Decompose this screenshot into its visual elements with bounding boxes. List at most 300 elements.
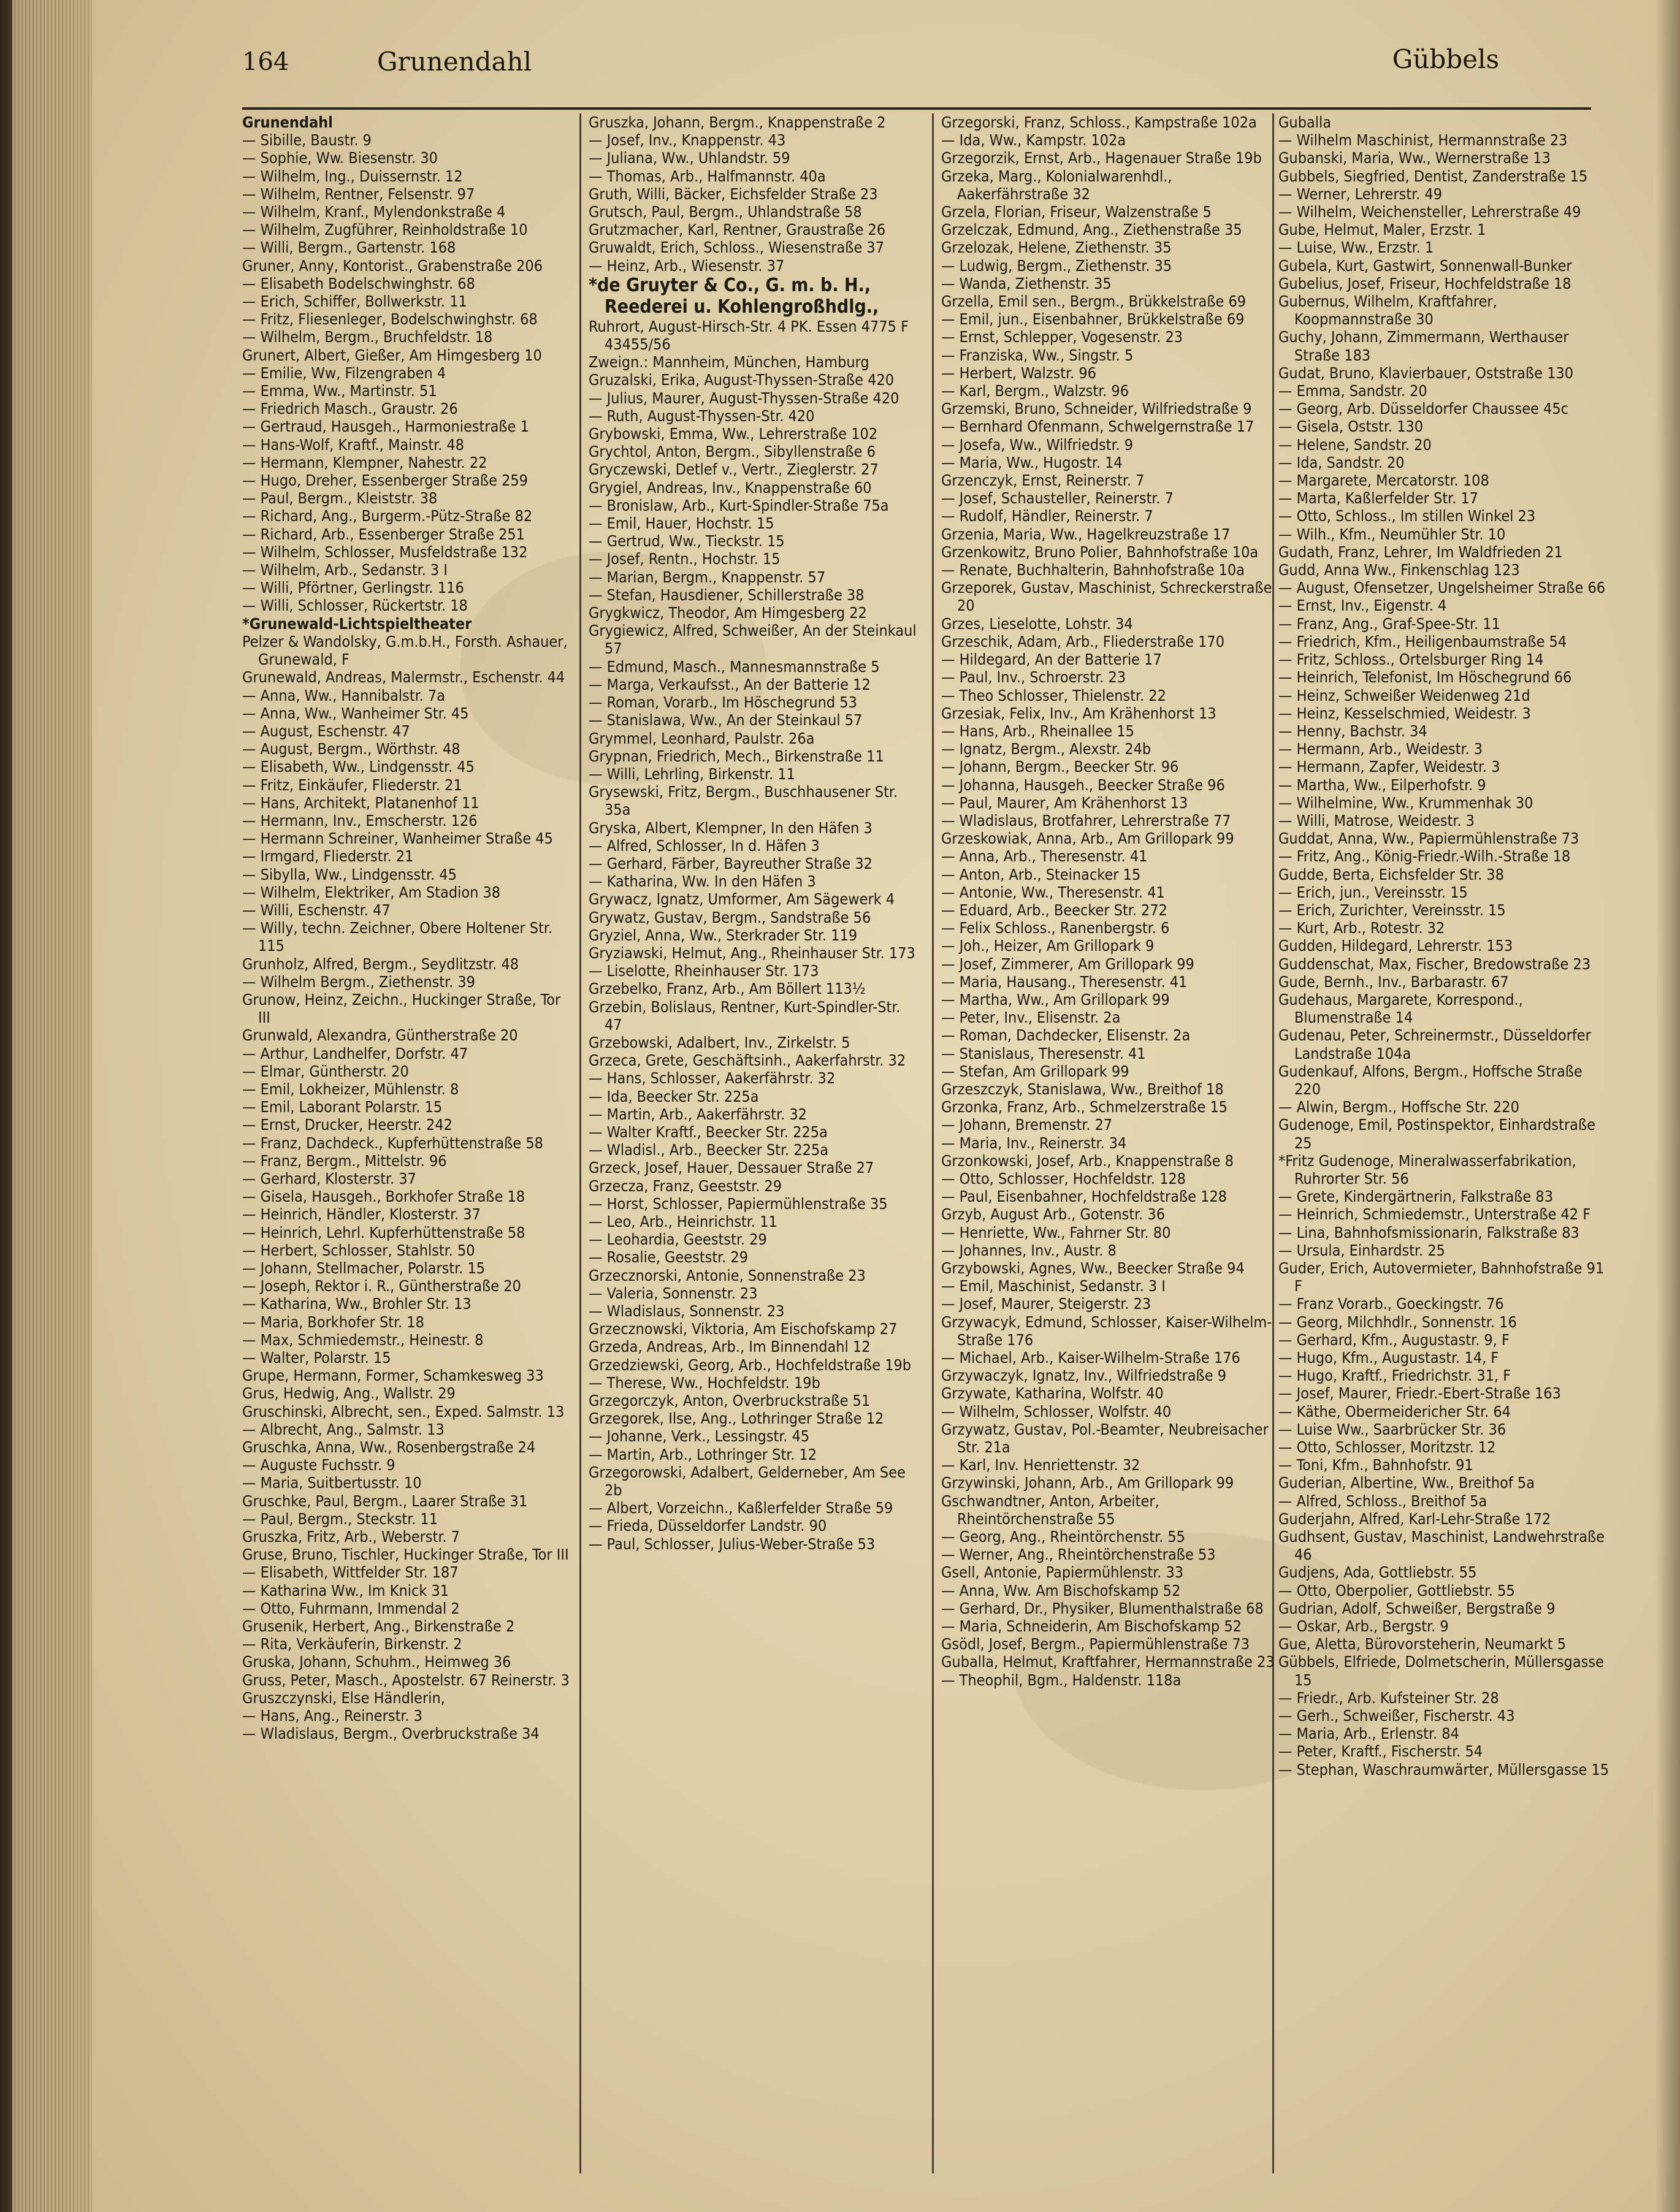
directory-entry: — Gerhard, Dr., Physiker, Blumenthalstraße 68: [941, 1599, 1264, 1617]
directory-entry: — Willi, Eschenstr. 47: [242, 901, 391, 919]
directory-entry: — Sibylla, Ww., Lindgensstr. 45: [242, 865, 457, 883]
directory-entry: Gudhsent, Gustav, Maschinist, Landwehrstraße 46: [1278, 1528, 1605, 1564]
directory-entry: — Max, Schmiedemstr., Heinestr. 8: [242, 1330, 484, 1349]
directory-entry: Grzegorczyk, Anton, Overbruckstraße 51: [589, 1392, 871, 1410]
directory-entry: — Wladislaus, Bergm., Overbruckstraße 34: [242, 1725, 540, 1743]
directory-entry: Pelzer & Wandolsky, G.m.b.H., Forsth. Ashauer, Grunewald, F: [242, 632, 568, 669]
directory-entry: — Fritz, Schloss., Ortelsburger Ring 14: [1278, 650, 1544, 669]
directory-entry: Gudenoge, Emil, Postinspektor, Einhardstraße 25: [1278, 1116, 1595, 1152]
directory-entry: Grysewski, Fritz, Bergm., Buschhausener Str. 35a: [589, 783, 898, 819]
directory-entry: — Wilhelm, Schlosser, Wolfstr. 40: [941, 1402, 1172, 1421]
directory-entry: — Ida, Sandstr. 20: [1278, 453, 1405, 471]
directory-entry: — Elisabeth, Wittfelder Str. 187: [242, 1563, 459, 1582]
directory-entry: Grzywacyk, Edmund, Schlosser, Kaiser-Wilhelm-Straße 176: [941, 1313, 1272, 1349]
directory-entry: — Hermann, Zapfer, Weidestr. 3: [1278, 758, 1500, 776]
directory-entry: — Erich, Zurichter, Vereinsstr. 15: [1278, 901, 1506, 919]
directory-entry: Grzywate, Katharina, Wolfstr. 40: [941, 1384, 1164, 1403]
directory-entry: — Albert, Vorzeichn., Kaßlerfelder Straße 59: [589, 1499, 893, 1517]
directory-entry: Gsell, Antonie, Papiermühlenstr. 33: [941, 1563, 1184, 1582]
directory-entry: Grzegorski, Franz, Schloss., Kampstraße 102a: [941, 113, 1257, 131]
directory-entry: — Katharina, Ww., Brohler Str. 13: [242, 1295, 472, 1313]
directory-entry: Grywatz, Gustav, Bergm., Sandstraße 56: [589, 908, 871, 926]
directory-entry: — Wilhelm Maschinist, Hermannstraße 23: [1278, 131, 1568, 150]
directory-entry: — Herbert, Schlosser, Stahlstr. 50: [242, 1241, 475, 1259]
directory-entry: — Erich, Schiffer, Bollwerkstr. 11: [242, 292, 467, 311]
directory-entry: — Bronislaw, Arb., Kurt-Spindler-Straße 75a: [589, 496, 889, 514]
directory-entry: Grzella, Emil sen., Bergm., Brükkelstraße 69: [941, 292, 1247, 311]
directory-entry: — Richard, Ang., Burgerm.-Pütz-Straße 82: [242, 507, 533, 525]
directory-entry: Guddat, Anna, Ww., Papiermühlenstraße 73: [1278, 830, 1579, 848]
directory-entry: — Franziska, Ww., Singstr. 5: [941, 346, 1134, 364]
directory-entry: — Maria, Hausang., Theresenstr. 41: [941, 972, 1188, 991]
directory-entry: — Heinz, Arb., Wiesenstr. 37: [589, 256, 785, 275]
directory-entry: — Margarete, Mercatorstr. 108: [1278, 471, 1489, 490]
directory-entry: Grychtol, Anton, Bergm., Sibyllenstraße 6: [589, 443, 876, 461]
directory-entry: — Hans, Ang., Reinerstr. 3: [242, 1707, 422, 1725]
directory-entry: — Marian, Bergm., Knappenstr. 57: [589, 568, 826, 586]
directory-entry: — Josef, Inv., Knappenstr. 43: [589, 131, 786, 150]
directory-entry: — August, Bergm., Wörthstr. 48: [242, 740, 460, 758]
directory-entry: Grzeka, Marg., Kolonialwarenhdl., Aakerfährstraße 32: [941, 167, 1172, 203]
directory-entry: — Emil, jun., Eisenbahner, Brükkelstraße 69: [941, 310, 1245, 329]
directory-entry: Gübbels, Elfriede, Dolmetscherin, Müllersgasse 15: [1278, 1653, 1604, 1689]
directory-entry: Grzenczyk, Ernst, Reinerstr. 7: [941, 471, 1145, 490]
directory-entry: — Ernst, Schlepper, Vogesenstr. 23: [941, 328, 1183, 346]
directory-entry: — Wladisl., Arb., Beecker Str. 225a: [589, 1141, 829, 1159]
directory-entry: — Maria, Suitbertusstr. 10: [242, 1474, 422, 1492]
directory-entry: Grygiel, Andreas, Inv., Knappenstraße 60: [589, 478, 872, 497]
directory-entry: — Joh., Heizer, Am Grillopark 9: [941, 937, 1155, 955]
directory-entry: — Wilhelm Bergm., Ziethenstr. 39: [242, 972, 475, 991]
directory-entry: Gudd, Anna Ww., Finkenschlag 123: [1278, 561, 1520, 579]
directory-entry: — Wladislaus, Sonnenstr. 23: [589, 1302, 785, 1320]
directory-entry: — Hans-Wolf, Kraftf., Mainstr. 48: [242, 435, 465, 454]
directory-entry: — Marga, Verkaufsst., An der Batterie 12: [589, 675, 871, 693]
directory-entry: — Wilhelm, Bergm., Bruchfeldstr. 18: [242, 328, 493, 346]
directory-entry: — Gerhard, Färber, Bayreuther Straße 32: [589, 854, 872, 872]
directory-entry: — Ernst, Drucker, Heerstr. 242: [242, 1116, 452, 1134]
header-left-title: Grunendahl: [377, 47, 532, 77]
directory-entry: Grzyb, August Arb., Gotenstr. 36: [941, 1205, 1166, 1224]
directory-entry: — Maria, Borkhofer Str. 18: [242, 1313, 424, 1331]
directory-entry: — Leohardia, Geeststr. 29: [589, 1230, 767, 1249]
directory-entry: Gudden, Hildegard, Lehrerstr. 153: [1278, 937, 1513, 955]
directory-entry: Zweign.: Mannheim, München, Hamburg: [589, 353, 869, 372]
directory-entry: Gue, Aletta, Bürovorsteherin, Neumarkt 5: [1278, 1635, 1567, 1653]
directory-entry: — Marta, Kaßlerfelder Str. 17: [1278, 489, 1478, 508]
directory-entry: — Roman, Dachdecker, Elisenstr. 2a: [941, 1026, 1191, 1045]
directory-entry: — Therese, Ww., Hochfeldstr. 19b: [589, 1373, 820, 1392]
directory-entry: Grzonkowski, Josef, Arb., Knappenstraße 8: [941, 1151, 1234, 1170]
directory-entry: — Willi, Schlosser, Rückertstr. 18: [242, 597, 468, 615]
directory-entry: Gruss, Peter, Masch., Apostelstr. 67 Reinerstr. 3: [242, 1671, 570, 1689]
directory-entry: — Franz, Dachdeck., Kupferhüttenstraße 58: [242, 1134, 543, 1152]
directory-entry: — Henny, Bachstr. 34: [1278, 722, 1427, 740]
directory-entry: — Horst, Schlosser, Papiermühlenstraße 35: [589, 1194, 888, 1213]
directory-entry: Gruwaldt, Erich, Schloss., Wiesenstraße 37: [589, 238, 885, 257]
directory-entry: — Stanislaus, Theresenstr. 41: [941, 1044, 1146, 1062]
column-divider: [932, 113, 934, 2173]
directory-entry: Grunendahl: [242, 113, 333, 131]
directory-entry: — Heinrich, Lehrl. Kupferhüttenstraße 58: [242, 1223, 525, 1241]
page-number: 164: [242, 48, 289, 76]
directory-entry: — Hildegard, An der Batterie 17: [941, 650, 1162, 669]
directory-entry: — Walter, Polarstr. 15: [242, 1349, 391, 1367]
directory-entry: — Juliana, Ww., Uhlandstr. 59: [589, 149, 790, 167]
directory-entry: — Maria, Inv., Reinerstr. 34: [941, 1134, 1127, 1152]
directory-entry: — Otto, Oberpolier, Gottliebstr. 55: [1278, 1581, 1515, 1600]
directory-entry: Gruszka, Fritz, Arb., Weberstr. 7: [242, 1528, 460, 1546]
directory-entry: Grzebowski, Adalbert, Inv., Zirkelstr. 5: [589, 1033, 850, 1051]
directory-entry: — Ernst, Inv., Eigenstr. 4: [1278, 597, 1447, 615]
directory-entry: Grzenkowitz, Bruno Polier, Bahnhofstraße 10a: [941, 543, 1259, 561]
directory-entry: — Wilhelm, Rentner, Felsenstr. 97: [242, 185, 475, 203]
directory-entry: — Friedrich, Kfm., Heiligenbaumstraße 54: [1278, 632, 1567, 650]
directory-entry: — Emil, Hauer, Hochstr. 15: [589, 514, 774, 533]
directory-entry: — Johann, Bremenstr. 27: [941, 1116, 1113, 1134]
directory-entry: — Wilh., Kfm., Neumühler Str. 10: [1278, 525, 1506, 543]
directory-entry: — Arthur, Landhelfer, Dorfstr. 47: [242, 1044, 468, 1062]
directory-entry: — Anna, Arb., Theresenstr. 41: [941, 847, 1148, 866]
directory-entry: — Wilhelm, Ing., Duissernstr. 12: [242, 167, 463, 185]
directory-entry: — Sibille, Baustr. 9: [242, 131, 372, 150]
directory-entry: — Leo, Arb., Heinrichstr. 11: [589, 1212, 777, 1230]
directory-entry: Grywacz, Ignatz, Umformer, Am Sägewerk 4: [589, 890, 895, 909]
directory-entry: — Joseph, Rektor i. R., Güntherstraße 20: [242, 1277, 521, 1295]
directory-entry: — Walter Kraftf., Beecker Str. 225a: [589, 1123, 828, 1141]
directory-entry: — Martin, Arb., Lothringer Str. 12: [589, 1445, 817, 1463]
directory-entry: Grzelozak, Helene, Ziethenstr. 35: [941, 238, 1172, 257]
directory-entry: — Stefan, Am Grillopark 99: [941, 1062, 1129, 1080]
directory-entry: Grzegorek, Ilse, Ang., Lothringer Straße 12: [589, 1409, 884, 1428]
directory-entry: — Willi, Matrose, Weidestr. 3: [1278, 811, 1475, 830]
directory-entry: Gudde, Berta, Eichsfelder Str. 38: [1278, 865, 1505, 883]
directory-entry: Gryska, Albert, Klempner, In den Häfen 3: [589, 818, 872, 837]
directory-entry: — Paul, Eisenbahner, Hochfeldstraße 128: [941, 1188, 1228, 1206]
directory-entry: — Willy, techn. Zeichner, Obere Holtener Str. 115: [242, 919, 552, 955]
directory-entry: — Josef, Zimmerer, Am Grillopark 99: [941, 955, 1194, 973]
directory-entry: — August, Ofensetzer, Ungelsheimer Straße 66: [1278, 579, 1606, 597]
column-divider: [579, 113, 581, 2173]
directory-entry: — Hermann, Inv., Emscherstr. 126: [242, 811, 478, 830]
directory-entry: — Heinrich, Schmiedemstr., Unterstraße 42 F: [1278, 1205, 1591, 1224]
directory-entry: — Irmgard, Fliederstr. 21: [242, 847, 414, 866]
directory-entry: — Theophil, Bgm., Haldenstr. 118a: [941, 1671, 1182, 1689]
directory-entry: — Katharina, Ww. In den Häfen 3: [589, 872, 816, 891]
directory-column-3: [941, 113, 1278, 2173]
directory-entry: — Gerhard, Kfm., Augustastr. 9, F: [1278, 1330, 1510, 1349]
directory-entry: — Käthe, Obermeidericher Str. 64: [1278, 1402, 1511, 1421]
directory-entry: — Franz, Bergm., Mittelstr. 96: [242, 1151, 447, 1170]
directory-entry: Grzywaczyk, Ignatz, Inv., Wilfriedstraße 9: [941, 1367, 1227, 1385]
directory-entry: — Martha, Ww., Am Grillopark 99: [941, 990, 1170, 1009]
directory-entry: — Ida, Beecker Str. 225a: [589, 1087, 759, 1105]
directory-entry: — Martha, Ww., Eilperhofstr. 9: [1278, 776, 1486, 794]
directory-entry: — Anton, Arb., Steinacker 15: [941, 865, 1141, 883]
directory-entry: Gschwandtner, Anton, Arbeiter, Rheintörchenstraße 55: [941, 1492, 1159, 1528]
directory-entry: — Bernhard Ofenmann, Schwelgernstraße 17: [941, 418, 1254, 436]
directory-entry: Gudenkauf, Alfons, Bergm., Hoffsche Straße 220: [1278, 1062, 1583, 1098]
directory-entry: — Franz Vorarb., Goeckingstr. 76: [1278, 1295, 1504, 1313]
directory-entry: — Hermann, Klempner, Nahestr. 22: [242, 453, 487, 471]
directory-entry: — Maria, Ww., Hugostr. 14: [941, 453, 1123, 471]
directory-entry: Gruse, Bruno, Tischler, Huckinger Straße, Tor III: [242, 1546, 569, 1564]
directory-entry: Guballa, Helmut, Kraftfahrer, Hermannstraße 23: [941, 1653, 1275, 1671]
directory-entry: Grunow, Heinz, Zeichn., Huckinger Straße, Tor III: [242, 990, 561, 1027]
directory-entry: Grzedziewski, Georg, Arb., Hochfeldstraße 19b: [589, 1356, 912, 1374]
directory-entry: — Julius, Maurer, August-Thyssen-Straße 420: [589, 389, 899, 407]
directory-entry: Gudat, Bruno, Klavierbauer, Oststraße 130: [1278, 364, 1574, 382]
directory-entry: Guder, Erich, Autovermieter, Bahnhofstraße 91 F: [1278, 1259, 1605, 1295]
directory-entry: Grybowski, Emma, Ww., Lehrerstraße 102: [589, 425, 878, 443]
directory-entry: Guderian, Albertine, Ww., Breithof 5a: [1278, 1474, 1535, 1492]
directory-entry: — Ignatz, Bergm., Alexstr. 24b: [941, 740, 1151, 758]
directory-entry: — Oskar, Arb., Bergstr. 9: [1278, 1617, 1449, 1636]
directory-entry: — Heinz, Schweißer Weidenweg 21d: [1278, 686, 1530, 704]
directory-entry: — Frieda, Düsseldorfer Landstr. 90: [589, 1517, 827, 1535]
directory-entry: Grunert, Albert, Gießer, Am Himgesberg 10: [242, 346, 542, 364]
directory-entry: Grzesiak, Felix, Inv., Am Krähenhorst 13: [941, 704, 1216, 722]
directory-entry: — Antonie, Ww., Theresenstr. 41: [941, 883, 1165, 901]
directory-entry: — Werner, Lehrerstr. 49: [1278, 185, 1443, 203]
directory-entry: Grzeskowiak, Anna, Arb., Am Grillopark 99: [941, 830, 1234, 848]
directory-entry: Gudjens, Ada, Gottliebstr. 55: [1278, 1563, 1477, 1582]
directory-entry: — Josef, Maurer, Steigerstr. 23: [941, 1295, 1151, 1313]
directory-entry: — Willi, Lehrling, Birkenstr. 11: [589, 765, 795, 783]
directory-entry: Grusenik, Herbert, Ang., Birkenstraße 2: [242, 1617, 515, 1636]
directory-entry: Guballa: [1278, 113, 1332, 131]
directory-entry: — Anna, Ww., Wanheimer Str. 45: [242, 704, 469, 722]
directory-entry: — Wilhelm, Weichensteller, Lehrerstraße 49: [1278, 203, 1581, 221]
directory-entry: Gryziel, Anna, Ww., Sterkrader Str. 119: [589, 926, 858, 944]
directory-entry: Grygkwicz, Theodor, Am Himgesberg 22: [589, 604, 867, 622]
directory-entry: — Eduard, Arb., Beecker Str. 272: [941, 901, 1167, 919]
directory-entry: Gryziawski, Helmut, Ang., Rheinhauser Str. 173: [589, 944, 915, 962]
directory-entry: — Thomas, Arb., Halfmannstr. 40a: [589, 167, 826, 185]
directory-column-2: [589, 113, 920, 2173]
directory-entry: Gudath, Franz, Lehrer, Im Waldfrieden 21: [1278, 543, 1563, 561]
directory-entry: — Luise, Ww., Erzstr. 1: [1278, 238, 1434, 257]
directory-entry: — Johanna, Hausgeh., Beecker Straße 96: [941, 776, 1225, 794]
directory-entry: — Ludwig, Bergm., Ziethenstr. 35: [941, 256, 1172, 275]
directory-entry: — Friedr., Arb. Kufsteiner Str. 28: [1278, 1688, 1499, 1707]
directory-entry: — Wilhelm, Arb., Sedanstr. 3 I: [242, 561, 448, 579]
directory-entry: — Michael, Arb., Kaiser-Wilhelm-Straße 176: [941, 1349, 1240, 1367]
directory-entry: — Stanislawa, Ww., An der Steinkaul 57: [589, 711, 863, 730]
directory-entry: Gruszka, Johann, Bergm., Knappenstraße 2: [589, 113, 886, 131]
directory-entry: — Friedrich Masch., Graustr. 26: [242, 400, 458, 418]
directory-entry: — Gertrud, Ww., Tieckstr. 15: [589, 532, 785, 551]
directory-entry: — Johann, Stellmacher, Polarstr. 15: [242, 1259, 486, 1277]
directory-entry: Grzeszczyk, Stanislawa, Ww., Breithof 18: [941, 1080, 1224, 1098]
directory-entry: — Helene, Sandstr. 20: [1278, 435, 1432, 454]
directory-entry: Grutzmacher, Karl, Rentner, Graustraße 26: [589, 221, 886, 239]
directory-entry: — Fritz, Ang., König-Friedr.-Wilh.-Straße 18: [1278, 847, 1571, 866]
directory-entry: — Elisabeth, Ww., Lindgensstr. 45: [242, 758, 475, 776]
directory-entry: — Heinrich, Händler, Klosterstr. 37: [242, 1205, 481, 1224]
header-rule: [242, 107, 1591, 110]
directory-entry: — Maria, Schneiderin, Am Bischofskamp 52: [941, 1617, 1242, 1636]
directory-entry: — Wilhelm, Zugführer, Reinholdstraße 10: [242, 221, 528, 239]
directory-entry: — Martin, Arb., Aakerfährstr. 32: [589, 1105, 807, 1123]
directory-entry: Grzegorzik, Ernst, Arb., Hagenauer Straße 19b: [941, 149, 1262, 167]
directory-entry: — Rita, Verkäuferin, Birkenstr. 2: [242, 1635, 462, 1653]
directory-entry: — Wilhelm, Elektriker, Am Stadion 38: [242, 883, 501, 901]
directory-entry: — Hermann, Arb., Weidestr. 3: [1278, 740, 1483, 758]
running-header: [242, 43, 1499, 98]
directory-entry: Grunwald, Alexandra, Güntherstraße 20: [242, 1026, 518, 1045]
directory-entry: Grzeda, Andreas, Arb., Im Binnendahl 12: [589, 1338, 871, 1356]
directory-entry: — Hugo, Kfm., Augustastr. 14, F: [1278, 1349, 1499, 1367]
directory-entry: Guchy, Johann, Zimmermann, Werthauser Straße 183: [1278, 328, 1569, 364]
directory-entry: Gruska, Johann, Schuhm., Heimweg 36: [242, 1653, 511, 1671]
directory-entry: — Willi, Pförtner, Gerlingstr. 116: [242, 579, 464, 597]
directory-entry: — Fritz, Einkäufer, Fliederstr. 21: [242, 776, 462, 794]
directory-entry: Grzecza, Franz, Geeststr. 29: [589, 1177, 782, 1195]
directory-entry: — Albrecht, Ang., Salmstr. 13: [242, 1420, 445, 1438]
directory-entry: Grunholz, Alfred, Bergm., Seydlitzstr. 48: [242, 955, 519, 973]
directory-entry: — Elmar, Güntherstr. 20: [242, 1062, 409, 1080]
directory-entry: Grzeck, Josef, Hauer, Dessauer Straße 27: [589, 1159, 874, 1177]
directory-entry: — Emma, Ww., Martinstr. 51: [242, 382, 437, 400]
directory-entry: Grypnan, Friedrich, Mech., Birkenstraße 11: [589, 747, 884, 765]
directory-entry: — Valeria, Sonnenstr. 23: [589, 1284, 758, 1302]
directory-entry: — Alfred, Schlosser, In d. Häfen 3: [589, 836, 820, 855]
directory-entry: Grzeca, Grete, Geschäftsinh., Aakerfahrstr. 32: [589, 1051, 906, 1070]
directory-entry: — Henriette, Ww., Fahrner Str. 80: [941, 1223, 1171, 1241]
directory-entry: — Emilie, Ww, Filzengraben 4: [242, 364, 446, 382]
directory-entry: — Wilhelm, Schlosser, Musfeldstraße 132: [242, 543, 528, 561]
directory-entry: Gruschinski, Albrecht, sen., Exped. Salmstr. 13: [242, 1402, 565, 1421]
directory-entry: — Josef, Schausteller, Reinerstr. 7: [941, 489, 1174, 508]
directory-entry: Grzonka, Franz, Arb., Schmelzerstraße 15: [941, 1098, 1228, 1116]
directory-entry: — Franz, Ang., Graf-Spee-Str. 11: [1278, 614, 1500, 633]
directory-entry: Grzeschik, Adam, Arb., Fliederstraße 170: [941, 632, 1225, 650]
directory-entry: — Kurt, Arb., Rotestr. 32: [1278, 919, 1445, 937]
directory-entry: Gruner, Anny, Kontorist., Grabenstraße 206: [242, 256, 543, 275]
directory-entry: — Peter, Kraftf., Fischerstr. 54: [1278, 1742, 1483, 1761]
directory-entry: Grupe, Hermann, Former, Schamkesweg 33: [242, 1367, 544, 1385]
directory-entry: — Georg, Ang., Rheintörchenstr. 55: [941, 1528, 1185, 1546]
directory-entry: — Heinrich, Telefonist, Im Höschegrund 66: [1278, 668, 1572, 687]
directory-entry: — Hugo, Kraftf., Friedrichstr. 31, F: [1278, 1367, 1511, 1385]
directory-entry: — Ursula, Einhardstr. 25: [1278, 1241, 1445, 1259]
directory-entry: — Hans, Arb., Rheinallee 15: [941, 722, 1134, 740]
directory-entry: — Otto, Schlosser, Moritzstr. 12: [1278, 1438, 1496, 1457]
directory-entry: Gubelius, Josef, Friseur, Hochfeldstraße 18: [1278, 274, 1571, 292]
directory-entry: Grzywinski, Johann, Arb., Am Grillopark 99: [941, 1474, 1234, 1492]
directory-entry: Grzywatz, Gustav, Pol.-Beamter, Neubreisacher Str. 21a: [941, 1420, 1269, 1457]
directory-entry: — Grete, Kindergärtnerin, Falkstraße 83: [1278, 1188, 1553, 1206]
directory-entry: — Johann, Bergm., Beecker Str. 96: [941, 758, 1179, 776]
directory-entry: — Anna, Ww. Am Bischofskamp 52: [941, 1581, 1181, 1600]
directory-entry: Grzemski, Bruno, Schneider, Wilfriedstraße 9: [941, 400, 1252, 418]
page-shadow: [1655, 0, 1680, 2212]
directory-entry: — Wanda, Ziethenstr. 35: [941, 274, 1112, 292]
directory-entry: Gruschka, Anna, Ww., Rosenbergstraße 24: [242, 1438, 536, 1457]
directory-column-1: [242, 113, 573, 2173]
directory-entry: Grymmel, Leonhard, Paulstr. 26a: [589, 729, 815, 747]
directory-entry: Gudehaus, Margarete, Korrespond., Blumenstraße 14: [1278, 990, 1523, 1027]
directory-entry: — Heinz, Kesselschmied, Weidestr. 3: [1278, 704, 1531, 722]
directory-entry: — Luise Ww., Saarbrücker Str. 36: [1278, 1420, 1506, 1438]
directory-entry: — Rudolf, Händler, Reinerstr. 7: [941, 507, 1153, 525]
directory-entry: Gubernus, Wilhelm, Kraftfahrer, Koopmannstraße 30: [1278, 292, 1497, 329]
directory-entry: — Alwin, Bergm., Hoffsche Str. 220: [1278, 1098, 1519, 1116]
directory-entry: Grzela, Florian, Friseur, Walzenstraße 5: [941, 203, 1212, 221]
directory-entry: — Josef, Maurer, Friedr.-Ebert-Straße 163: [1278, 1384, 1561, 1403]
directory-entry: — Wladislaus, Brotfahrer, Lehrerstraße 77: [941, 811, 1231, 830]
directory-column-4: [1278, 113, 1609, 2173]
directory-entry: — Erich, jun., Vereinsstr. 15: [1278, 883, 1468, 901]
directory-entry: — Werner, Ang., Rheintörchenstraße 53: [941, 1546, 1216, 1564]
directory-entry: — Hugo, Dreher, Essenberger Straße 259: [242, 471, 528, 490]
directory-entry: — Johanne, Verk., Lessingstr. 45: [589, 1427, 810, 1446]
directory-entry: — Emil, Maschinist, Sedanstr. 3 I: [941, 1277, 1166, 1295]
directory-entry: — Elisabeth Bodelschwinghstr. 68: [242, 274, 475, 292]
directory-entry: *Fritz Gudenoge, Mineralwasserfabrikation, Ruhrorter Str. 56: [1278, 1151, 1576, 1188]
directory-entry: Gube, Helmut, Maler, Erzstr. 1: [1278, 221, 1486, 239]
directory-entry: Gubbels, Siegfried, Dentist, Zanderstraße 15: [1278, 167, 1588, 185]
directory-entry: Grunewald, Andreas, Malermstr., Eschenstr. 44: [242, 668, 565, 687]
directory-entry: Grygiewicz, Alfred, Schweißer, An der Steinkaul 57: [589, 622, 917, 658]
directory-entry: — Richard, Arb., Essenberger Straße 251: [242, 525, 525, 543]
directory-entry: Guddenschat, Max, Fischer, Bredowstraße 23: [1278, 955, 1591, 973]
directory-entry: — Gertraud, Hausgeh., Harmoniestraße 1: [242, 418, 529, 436]
directory-entry: Gubela, Kurt, Gastwirt, Sonnenwall-Bunker: [1278, 256, 1572, 275]
directory-entry: — Emil, Lokheizer, Mühlenstr. 8: [242, 1080, 459, 1098]
directory-entry: — Paul, Schlosser, Julius-Weber-Straße 53: [589, 1535, 876, 1553]
directory-entry: — Anna, Ww., Hannibalstr. 7a: [242, 686, 445, 704]
directory-entry: — Ida, Ww., Kampstr. 102a: [941, 131, 1126, 150]
directory-entry: — Liselotte, Rheinhauser Str. 173: [589, 962, 819, 980]
directory-entry: Grus, Hedwig, Ang., Wallstr. 29: [242, 1384, 456, 1403]
directory-entry: — Gisela, Oststr. 130: [1278, 418, 1424, 436]
directory-entry: — Renate, Buchhalterin, Bahnhofstraße 10a: [941, 561, 1245, 579]
directory-entry: — Maria, Arb., Erlenstr. 84: [1278, 1725, 1459, 1743]
directory-entry: — Fritz, Fliesenleger, Bodelschwinghstr. 68: [242, 310, 538, 329]
directory-entry: Guderjahn, Alfred, Karl-Lehr-Straße 172: [1278, 1509, 1551, 1528]
directory-entry: Gubanski, Maria, Ww., Wernerstraße 13: [1278, 149, 1551, 167]
directory-entry: — Peter, Inv., Elisenstr. 2a: [941, 1009, 1121, 1027]
directory-entry: Gruszczynski, Else Händlerin,: [242, 1688, 445, 1707]
directory-entry: — Paul, Bergm., Steckstr. 11: [242, 1509, 438, 1528]
directory-entry: Gruth, Willi, Bäcker, Eichsfelder Straße 23: [589, 185, 878, 203]
directory-entry: Grzecznorski, Antonie, Sonnenstraße 23: [589, 1266, 866, 1284]
directory-entry: — Toni, Kfm., Bahnhofstr. 91: [1278, 1456, 1473, 1474]
directory-entry: — Hermann Schreiner, Wanheimer Straße 45: [242, 830, 553, 848]
directory-entry: *de Gruyter & Co., G. m. b. H., Reederei u. Kohlengroßhdlg.,: [589, 274, 879, 318]
directory-entry: — Emma, Sandstr. 20: [1278, 382, 1427, 400]
directory-entry: Grzelczak, Edmund, Ang., Ziethenstraße 35: [941, 221, 1242, 239]
directory-entry: — Sophie, Ww. Biesenstr. 30: [242, 149, 438, 167]
directory-entry: Grzes, Lieselotte, Lohstr. 34: [941, 614, 1133, 633]
directory-entry: — Otto, Schlosser, Hochfeldstr. 128: [941, 1169, 1186, 1188]
directory-entry: Grutsch, Paul, Bergm., Uhlandstraße 58: [589, 203, 862, 221]
directory-entry: — Gerhard, Klosterstr. 37: [242, 1169, 416, 1188]
directory-entry: — Josef, Rentn., Hochstr. 15: [589, 550, 781, 568]
directory-entry: Gryczewski, Detlef v., Vertr., Zieglerstr. 27: [589, 460, 879, 479]
directory-entry: Grzecznowski, Viktoria, Am Eischofskamp 27: [589, 1320, 898, 1338]
directory-entry: — Stephan, Waschraumwärter, Müllersgasse 15: [1278, 1760, 1609, 1779]
directory-entry: Gude, Bernh., Inv., Barbarastr. 67: [1278, 972, 1509, 991]
directory-entry: — Georg, Arb. Düsseldorfer Chaussee 45c: [1278, 400, 1568, 418]
directory-entry: — Otto, Schloss., Im stillen Winkel 23: [1278, 507, 1536, 525]
directory-entry: — Herbert, Walzstr. 96: [941, 364, 1096, 382]
directory-entry: — Paul, Maurer, Am Krähenhorst 13: [941, 793, 1188, 812]
directory-entry: Ruhrort, August-Hirsch-Str. 4 PK. Essen 4775 F 43455/56: [589, 317, 909, 354]
directory-entry: Gsödl, Josef, Bergm., Papiermühlenstraße 73: [941, 1635, 1250, 1653]
